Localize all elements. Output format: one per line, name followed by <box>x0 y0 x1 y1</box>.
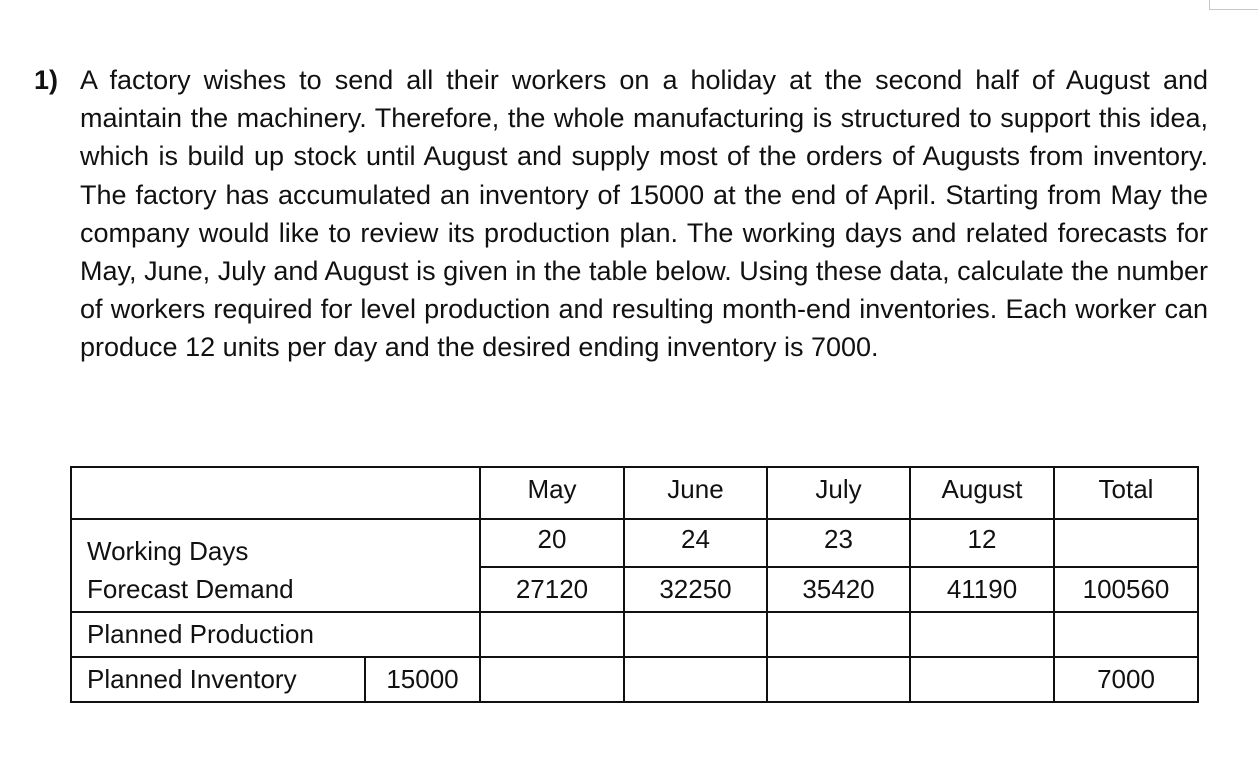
initial-inventory-cell: 15000 <box>365 657 480 702</box>
table-cell: 100560 <box>1054 567 1198 612</box>
header-may: May <box>480 467 624 519</box>
table-cell: 23 <box>767 519 910 567</box>
problem-text: A factory wishes to send all their workers on a holiday at the second half of August and maintain the machinery. Therefore, the whole manufacturing is structured to support this idea, which is build up stock until August and supply most of the orders of Augusts from inventory. The factory has accumulated an inventory of 15000 at the end of April. Starting from May the company would like to review its production plan. The working days and related forecasts for May, June, July and August is given in the table below. Using these data, calculate the number of workers required for level production and resulting month-end inventories. Each worker can produce 12 units per day and the desired ending inventory is 7000. <box>80 65 1208 363</box>
table-cell <box>624 657 767 702</box>
table-row <box>71 567 1198 612</box>
table-cell: 35420 <box>767 567 910 612</box>
table-cell: 27120 <box>480 567 624 612</box>
table-cell: 24 <box>624 519 767 567</box>
table-cell <box>480 657 624 702</box>
header-july: July <box>767 467 910 519</box>
table-cell: 41190 <box>910 567 1054 612</box>
header-blank-cell <box>71 467 480 519</box>
table-cell <box>1054 612 1198 657</box>
table-row <box>71 519 1198 567</box>
table-cell <box>767 657 910 702</box>
table-cell <box>624 612 767 657</box>
row-label-planned-inventory: Planned Inventory <box>71 657 365 702</box>
table-cell: 7000 <box>1054 657 1198 702</box>
header-august: August <box>910 467 1054 519</box>
table-row <box>71 612 1198 657</box>
table-cell: 20 <box>480 519 624 567</box>
table-row <box>71 657 1198 702</box>
row-label-planned-production: Planned Production <box>71 612 480 657</box>
problem-number: 1) <box>34 65 59 95</box>
page-corner-mark <box>1209 0 1258 10</box>
table-cell <box>1054 519 1198 567</box>
table-cell <box>767 612 910 657</box>
row-label-forecast-demand: Forecast Demand <box>71 567 480 612</box>
table-cell: 12 <box>910 519 1054 567</box>
problem-statement <box>34 61 1210 367</box>
table-header-row <box>71 467 1198 519</box>
table-cell: 32250 <box>624 567 767 612</box>
table-cell <box>910 612 1054 657</box>
production-plan-table <box>70 466 1199 703</box>
header-june: June <box>624 467 767 519</box>
row-label-working-days: Working Days <box>71 519 480 567</box>
table-cell <box>910 657 1054 702</box>
header-total: Total <box>1054 467 1198 519</box>
table-cell <box>480 612 624 657</box>
